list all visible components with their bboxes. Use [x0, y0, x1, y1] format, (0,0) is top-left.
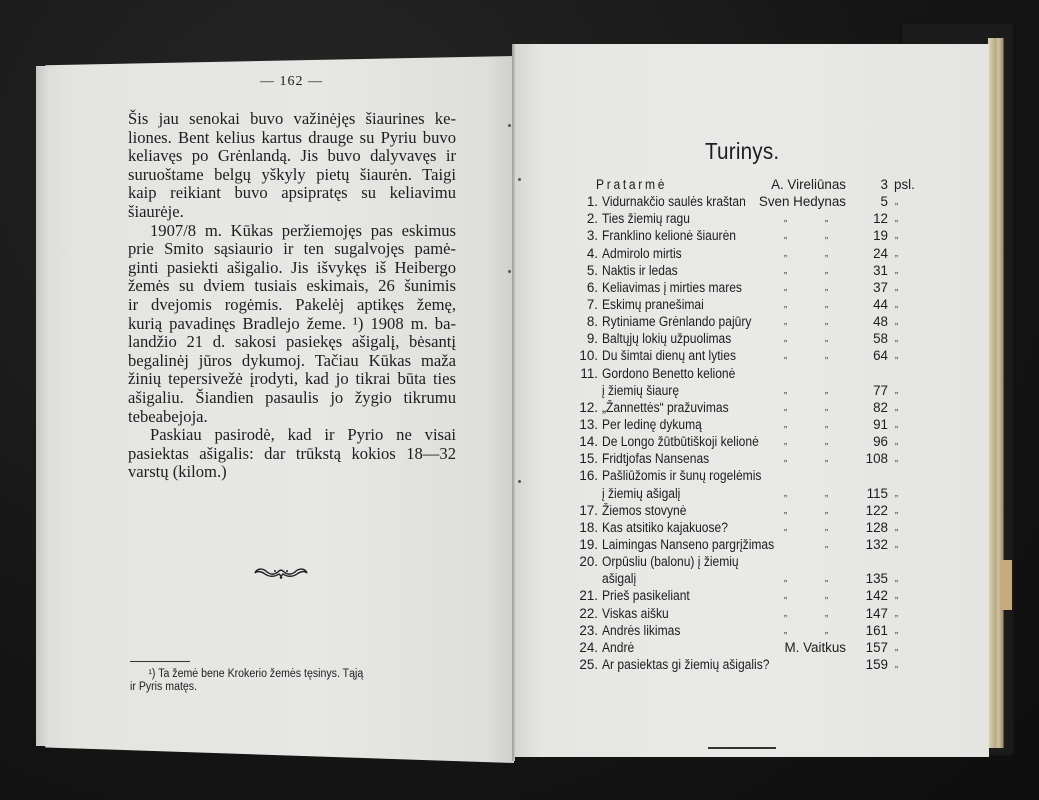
toc-entry [572, 193, 912, 210]
toc-entry-title: į žiemių ašigalį [602, 485, 681, 501]
toc-entry-title: Orpūsliu (balonu) į žiemių [602, 554, 739, 570]
toc-entry-title: Ties žiemių ragu [602, 211, 690, 227]
toc-entry [572, 622, 912, 639]
toc-entry-unit: „ [895, 658, 898, 669]
ditto-mark: „ [825, 401, 828, 412]
toc-entry-unit: „ [895, 538, 898, 549]
toc-entry-page: 37 [873, 279, 888, 295]
ditto-mark: „ [784, 418, 787, 429]
toc-entry-page: 96 [873, 434, 888, 450]
toc-entry-number: 5. [586, 262, 598, 278]
toc-entry-page: 128 [865, 519, 888, 535]
toc-entry [572, 416, 912, 433]
toc-entry-title: Keliavimas į mirties mares [602, 279, 742, 295]
toc-entry-title: Laimingas Nanseno pargrįžimas [602, 536, 775, 552]
toc-entry-unit: „ [895, 298, 898, 309]
toc-entry [572, 347, 912, 364]
ditto-mark: „ [825, 384, 828, 395]
binding-mark [508, 270, 511, 273]
toc-entry-page: 12 [873, 211, 888, 227]
ditto-mark: „ [784, 264, 787, 275]
toc-entry [572, 467, 912, 484]
toc-entry-title: „Žannettės“ pražuvimas [602, 399, 729, 415]
toc-entry-unit: „ [895, 504, 898, 515]
toc-entry-unit: „ [895, 384, 898, 395]
toc-entry-title: Andrės likimas [602, 622, 681, 638]
toc-entry-page: 161 [865, 622, 888, 638]
toc-entry-title: Gordono Benetto kelionė [602, 365, 736, 381]
paragraph-1 [128, 110, 456, 222]
toc-end-rule [708, 747, 776, 749]
toc-entry-unit: „ [895, 264, 898, 275]
toc-entry [572, 176, 915, 193]
toc-entry-title: į žiemių šiaurę [602, 382, 680, 398]
toc-entry [572, 656, 912, 673]
text-line: ir dvejomis rogėmis. Pakelėj aptikęs žemę, [128, 294, 456, 314]
ditto-mark: „ [825, 538, 828, 549]
ditto-mark: „ [784, 436, 787, 447]
toc-entry-page: 122 [865, 502, 888, 518]
ditto-mark: „ [784, 350, 787, 361]
table-of-contents [572, 176, 915, 673]
ditto-mark: „ [784, 453, 787, 464]
footnote-line: ¹) Ta žemė bene Krokerio žemės tęsinys. Tąją [148, 668, 364, 680]
toc-entry-page: 147 [865, 605, 888, 621]
toc-entry [572, 605, 912, 622]
toc-entry-unit: „ [895, 590, 898, 601]
text-line: kurią pavadinęs Bradlejo žeme. ¹) 1908 m. ba- [128, 313, 456, 333]
ditto-mark: „ [825, 213, 828, 224]
toc-entry-number: 6. [586, 279, 598, 295]
toc-entry-page: 132 [865, 536, 888, 552]
ditto-mark: „ [825, 453, 828, 464]
toc-entry-number: 20. [579, 554, 598, 570]
ditto-mark: „ [784, 213, 787, 224]
toc-entry-title: Du šimtai dienų ant lyties [602, 348, 736, 364]
toc-entry-number: 10. [579, 348, 598, 364]
toc-entry [572, 399, 912, 416]
toc-entry-title: Rytiniame Grėnlando pajūry [602, 314, 752, 330]
footnote-rule [130, 661, 190, 662]
toc-entry-page: 48 [873, 314, 888, 330]
toc-entry-author: M. Vaitkus [784, 639, 846, 655]
toc-entry-number: 19. [579, 536, 598, 552]
toc-entry-number: 15. [579, 451, 598, 467]
toc-entry-page: 135 [865, 571, 888, 587]
ditto-mark: „ [784, 298, 787, 309]
binding-mark [518, 480, 521, 483]
ditto-mark: „ [784, 573, 787, 584]
toc-entry-unit: „ [895, 436, 898, 447]
toc-entry-page: 19 [873, 228, 888, 244]
toc-entry-page: 157 [865, 639, 888, 655]
toc-entry-number: 21. [579, 588, 598, 604]
text-line: prie Smito sąsiaurio ir ten sugalvojęs pamė- [128, 239, 456, 259]
footnote-line: ir Pyris matęs. [130, 681, 198, 693]
toc-entry-title: Eskimų pranešimai [602, 296, 704, 312]
toc-entry-page: 5 [880, 194, 888, 210]
text-line: pasiektas ašigalis: dar trūkstą kokios 18—32 [128, 443, 456, 463]
ditto-mark: „ [784, 384, 787, 395]
text-line: keliavęs po Grėnlandą. Jis buvo dalyvavęs ir [128, 146, 456, 166]
toc-entry-page: 31 [873, 262, 888, 278]
toc-entry-unit: „ [895, 607, 898, 618]
text-line: liones. Bent kelius kartus drauge su Pyriu buvo [128, 127, 456, 147]
toc-entry [572, 245, 912, 262]
toc-entry-page: 3 [880, 177, 888, 192]
toc-entry-page: 44 [873, 296, 888, 312]
toc-entry-number: 1. [586, 194, 598, 210]
page-stack-edge [988, 38, 1004, 748]
paragraph-3 [128, 426, 456, 482]
toc-entry-page: 64 [873, 348, 888, 364]
toc-entry-title: Kas atsitiko kajakuose? [602, 519, 728, 535]
toc-entry-title: Vidurnakčio saulės kraštan [602, 194, 746, 210]
page-number: — 162 — [260, 74, 323, 89]
toc-entry-title: Fridtjofas Nansenas [602, 451, 710, 467]
ditto-mark: „ [825, 247, 828, 258]
toc-entry-number: 4. [586, 245, 598, 261]
fleuron-ornament-icon [253, 566, 309, 580]
toc-entry-unit: „ [895, 196, 898, 207]
toc-entry [572, 587, 912, 604]
toc-entry [572, 365, 912, 382]
toc-entry-number: 3. [586, 228, 598, 244]
toc-entry-author: Sven Hedynas [758, 194, 846, 210]
text-line: ašigaliu. Šiandien pasaulis jo žygio tikrumu [128, 387, 456, 407]
text-line: 1907/8 m. Kūkas peržiemojęs pas eskimus [150, 220, 456, 240]
toc-entry [572, 553, 912, 570]
toc-entry-unit: „ [895, 230, 898, 241]
ditto-mark: „ [784, 247, 787, 258]
ditto-mark: „ [825, 350, 828, 361]
toc-entry-title: Viskas aišku [602, 605, 669, 621]
page-stack-tab [1000, 560, 1012, 610]
ditto-mark: „ [825, 418, 828, 429]
toc-entry-number: 14. [579, 434, 598, 450]
toc-entry-unit: „ [895, 573, 898, 584]
body-text [128, 110, 456, 482]
binding-mark [518, 178, 521, 181]
toc-entry-number: 13. [579, 416, 598, 432]
text-line: žinių tepersivežė įrodyti, kad jo tikrai būta ties [128, 369, 456, 389]
ditto-mark: „ [825, 573, 828, 584]
toc-entry-title: ašigalį [602, 571, 637, 587]
text-line: šiaurėje. [128, 201, 184, 221]
toc-entry-unit: „ [895, 521, 898, 532]
toc-entry-page: 58 [873, 331, 888, 347]
toc-entry-title: Andrė [602, 639, 635, 655]
toc-entry [572, 210, 912, 227]
toc-entry-title: Pašliūžomis ir šunų rogelėmis [602, 468, 762, 484]
toc-entry-unit: „ [895, 316, 898, 327]
toc-entry-unit: „ [895, 401, 898, 412]
toc-entry-unit: „ [895, 247, 898, 258]
toc-entry [572, 330, 912, 347]
toc-entry [572, 485, 912, 502]
toc-entry-title: Franklino kelionė šiaurėn [602, 228, 736, 244]
text-line: begalinėj jūros dykumoj. Tačiau Kūkas maža [128, 350, 456, 370]
toc-entry [572, 570, 912, 587]
ditto-mark: „ [784, 624, 787, 635]
left-page-edge [36, 66, 50, 746]
toc-entry-number: 16. [579, 468, 598, 484]
text-line: žemės su dviem tusiais eskimais, 26 šunimis [128, 276, 456, 296]
toc-entry-unit: psl. [894, 177, 915, 192]
toc-entry-page: 108 [865, 451, 888, 467]
toc-heading: Turinys. [705, 138, 780, 164]
toc-entry-unit: „ [895, 281, 898, 292]
book-gutter [512, 44, 515, 761]
toc-entry-unit: „ [895, 624, 898, 635]
toc-entry [572, 313, 912, 330]
toc-entry [572, 536, 912, 553]
toc-entry [572, 227, 912, 244]
toc-entry-author: A. Vireliūnas [771, 177, 846, 192]
toc-entry-title: Admirolo mirtis [602, 245, 682, 261]
toc-entry [572, 262, 912, 279]
toc-entry-number: 2. [586, 211, 598, 227]
toc-entry-number: 23. [579, 622, 598, 638]
toc-entry-page: 77 [873, 382, 888, 398]
binding-mark [508, 124, 511, 127]
toc-entry-page: 159 [865, 656, 888, 672]
toc-entry-unit: „ [895, 453, 898, 464]
toc-entry-page: 82 [873, 399, 888, 415]
toc-entry-page: 24 [873, 245, 888, 261]
toc-entry-title: Ar pasiektas gi žiemių ašigalis? [602, 656, 770, 672]
ditto-mark: „ [825, 624, 828, 635]
ditto-mark: „ [825, 436, 828, 447]
toc-entry [572, 639, 912, 656]
toc-entry-title: Žiemos stovynė [602, 502, 687, 518]
ditto-mark: „ [784, 316, 787, 327]
toc-entry-page: 115 [866, 485, 888, 501]
toc-entry-number: 25. [579, 656, 598, 672]
toc-entry-unit: „ [895, 333, 898, 344]
footnote [130, 668, 429, 694]
text-line: ginti pasiekti ašigalio. Jis išvykęs iš Heibergo [128, 257, 456, 277]
text-line: Paskiau pasirodė, kad ir Pyrio ne visai [150, 425, 456, 445]
toc-entry-number: 11. [580, 365, 598, 381]
ditto-mark: „ [784, 504, 787, 515]
toc-entry-unit: „ [895, 487, 898, 498]
ditto-mark: „ [825, 590, 828, 601]
ditto-mark: „ [825, 298, 828, 309]
ditto-mark: „ [825, 521, 828, 532]
ditto-mark: „ [825, 504, 828, 515]
text-line: Šis jau senokai buvo važinėjęs šiaurines ke- [128, 109, 456, 128]
toc-entry-unit: „ [895, 418, 898, 429]
toc-entry-number: 9. [586, 331, 598, 347]
toc-entry-title: Pratarmė [596, 177, 668, 192]
ditto-mark: „ [784, 607, 787, 618]
ditto-mark: „ [825, 281, 828, 292]
toc-entry-unit: „ [895, 350, 898, 361]
toc-entry [572, 382, 912, 399]
toc-entry-page: 142 [865, 588, 888, 604]
ditto-mark: „ [784, 590, 787, 601]
toc-entry-unit: „ [895, 641, 898, 652]
toc-entry-number: 7. [586, 296, 598, 312]
toc-entry-number: 17. [579, 502, 598, 518]
paragraph-2 [128, 222, 456, 427]
ditto-mark: „ [784, 230, 787, 241]
ditto-mark: „ [825, 264, 828, 275]
ditto-mark: „ [784, 333, 787, 344]
toc-entry-number: 24. [579, 639, 598, 655]
toc-entry [572, 450, 912, 467]
ditto-mark: „ [825, 316, 828, 327]
toc-entry-number: 12. [579, 399, 598, 415]
toc-entry-title: Baltųjų lokių užpuolimas [602, 331, 732, 347]
ditto-mark: „ [784, 487, 787, 498]
toc-entry-title: Naktis ir ledas [602, 262, 678, 278]
toc-entry [572, 296, 912, 313]
text-line: tebeabejoja. [128, 406, 208, 426]
toc-entry [572, 519, 912, 536]
text-line: varstų (kilom.) [128, 462, 227, 482]
ditto-mark: „ [825, 333, 828, 344]
toc-entry-title: Prieš pasikeliant [602, 588, 690, 604]
ditto-mark: „ [825, 230, 828, 241]
toc-entry-number: 18. [579, 519, 598, 535]
ditto-mark: „ [825, 487, 828, 498]
text-line: suruoštame belgų yškyly pietų šiaurėn. Taigi [128, 164, 456, 184]
toc-entry-number: 22. [579, 605, 598, 621]
toc-entry-title: Per ledinę dykumą [602, 416, 702, 432]
ditto-mark: „ [784, 281, 787, 292]
toc-entry-title: De Longo žūtbūtiškoji kelionė [602, 434, 759, 450]
toc-entry-unit: „ [895, 213, 898, 224]
toc-entry [572, 433, 912, 450]
ditto-mark: „ [784, 521, 787, 532]
ditto-mark: „ [784, 401, 787, 412]
ditto-mark: „ [825, 607, 828, 618]
toc-entry-page: 91 [873, 416, 888, 432]
toc-entry [572, 502, 912, 519]
text-line: kaip reikiant buvo apsipratęs su keliavimu [128, 183, 456, 203]
toc-entry-number: 8. [586, 314, 598, 330]
text-line: landžio 21 d. sakosi pasiekęs ašigalį, bėsantį [128, 332, 456, 352]
toc-entry [572, 279, 912, 296]
